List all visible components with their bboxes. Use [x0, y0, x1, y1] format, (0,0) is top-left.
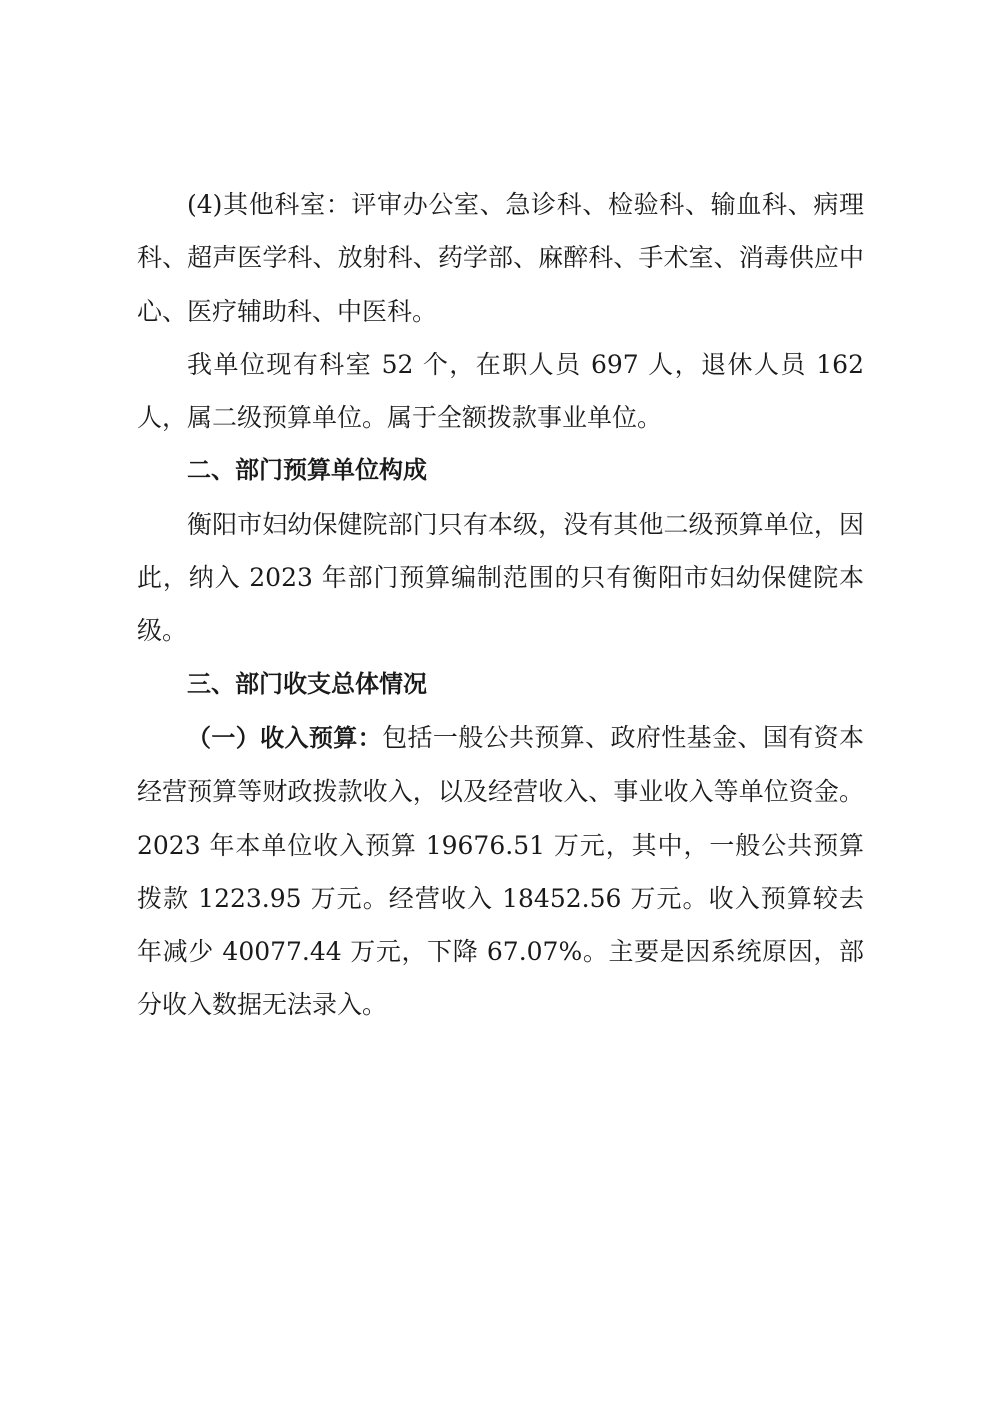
paragraph-income-budget	[137, 711, 864, 1032]
section-heading-budget-units: 二、部门预算单位构成	[187, 456, 427, 485]
income-budget-text: 包括一般公共预算、政府性基金、国有资本经营预算等财政拨款收入，以及经营收入、事业收入等单位资金。2023 年本单位收入预算 19676.51 万元，其中，一般公共预算拨款 1223.95 万元。经营收入 18452.56 万元。收入预算较去年减少 40077.44 万元，下降 67.07%。主要是因系统原因，部分收入数据无法录入。	[137, 722, 864, 1020]
section-heading-income-expenditure: 三、部门收支总体情况	[187, 669, 427, 698]
paragraph-other-departments: (4)其他科室：评审办公室、急诊科、检验科、输血科、病理科、超声医学科、放射科、药学部、麻醉科、手术室、消毒供应中心、医疗辅助科、中医科。	[137, 190, 864, 326]
paragraph-budget-units: 衡阳市妇幼保健院部门只有本级，没有其他二级预算单位，因此，纳入 2023 年部门预算编制范围的只有衡阳市妇幼保健院本级。	[137, 509, 864, 646]
income-budget-lead: （一）收入预算：	[187, 723, 383, 752]
document-body	[137, 178, 864, 1032]
paragraph-staff-summary: 我单位现有科室 52 个，在职人员 697 人，退休人员 162 人，属二级预算单位。属于全额拨款事业单位。	[137, 349, 864, 433]
